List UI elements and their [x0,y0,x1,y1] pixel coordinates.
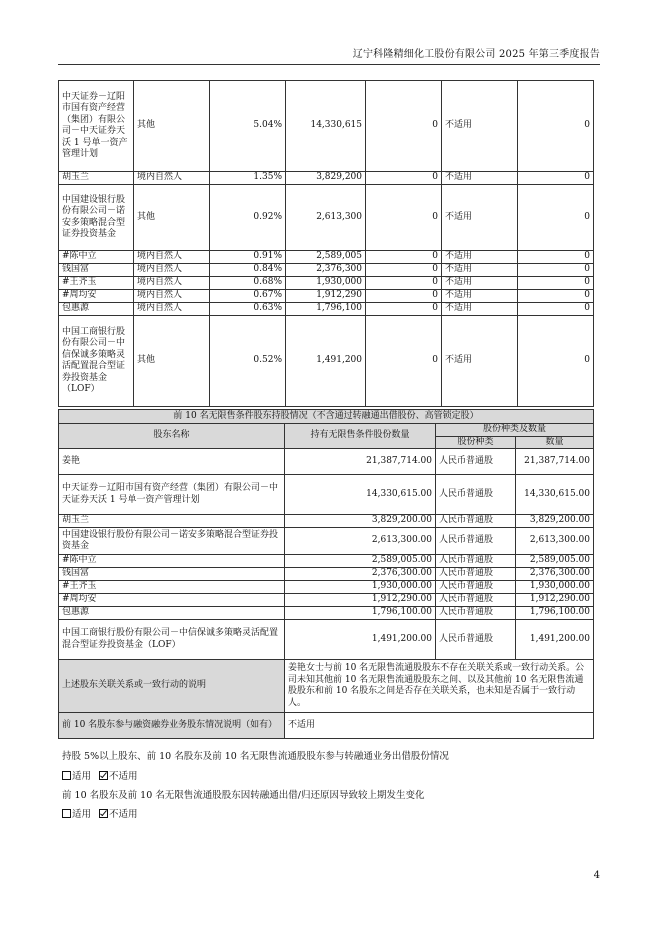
table-row [59,303,594,316]
restricted-shares: 0 [366,303,442,316]
holding-pct: 1.35% [210,172,286,185]
shareholder-type: 其他 [134,81,210,172]
table-row [59,475,594,515]
share-kind: 人民币普通股 [436,515,516,528]
option-applicable: 适用 [72,809,92,820]
shareholder-type: 境内自然人 [134,264,210,277]
checked-box-icon[interactable] [99,771,108,780]
shareholder-name: 中天证券－辽阳市国有资产经营（集团）有限公司－中天证券天沃 1 号单一资产管理计划 [59,81,134,172]
shareholder-name: #王齐玉 [59,277,134,290]
change-title: 前 10 名股东及前 10 名无限售流通股股东因转融通出借/归还原因导致较上期发生变化 [62,790,425,801]
table-row [59,172,594,185]
share-num: 2,613,300.00 [516,528,594,555]
restricted-shares: 0 [366,277,442,290]
shareholder-name: 包惠源 [59,303,134,316]
restricted-shares: 0 [366,290,442,303]
table-row [59,449,594,475]
share-num: 14,330,615.00 [516,475,594,515]
shareholder-type: 境内自然人 [134,303,210,316]
table-row [59,594,594,607]
section-title: 前 10 名无限售条件股东持股情况（不含通过转融通出借股份、高管锁定股） [59,410,594,424]
option-not-applicable: 不适用 [109,809,138,820]
holding-shares: 2,376,300 [286,264,366,277]
share-num: 1,796,100.00 [516,607,594,620]
holding-shares: 3,829,200 [286,172,366,185]
unchecked-box-icon[interactable] [62,771,71,780]
restricted-shares: 0 [366,251,442,264]
header-rule [58,64,600,65]
pledge-status: 不适用 [442,185,518,251]
shareholder-name: 中国工商银行股份有限公司－中信保诚多策略灵活配置混合型证券投资基金（LOF） [59,316,134,407]
holding-pct: 0.68% [210,277,286,290]
share-num: 3,829,200.00 [516,515,594,528]
relation-label: 上述股东关联关系或一致行动的说明 [59,660,285,713]
holding-pct: 0.63% [210,303,286,316]
holding-pct: 0.92% [210,185,286,251]
share-num: 21,387,714.00 [516,449,594,475]
pledge-status: 不适用 [442,251,518,264]
unrestricted-qty: 1,796,100.00 [285,607,436,620]
restricted-shares: 0 [366,172,442,185]
shareholder-name: 胡玉兰 [59,515,285,528]
shareholder-type: 境内自然人 [134,277,210,290]
unrestricted-shareholders-table [58,409,594,739]
pledge-qty: 0 [518,316,594,407]
shareholder-name: #王齐玉 [59,581,285,594]
share-kind: 人民币普通股 [436,528,516,555]
share-kind: 人民币普通股 [436,607,516,620]
holding-shares: 1,930,000 [286,277,366,290]
holding-pct: 0.84% [210,264,286,277]
unrestricted-qty: 14,330,615.00 [285,475,436,515]
table-row [59,555,594,568]
pledge-status: 不适用 [442,172,518,185]
holding-shares: 14,330,615 [286,81,366,172]
margin-text: 不适用 [285,713,594,739]
lending-options [62,768,138,782]
holding-shares: 2,589,005 [286,251,366,264]
table-row [59,620,594,660]
restricted-shares: 0 [366,185,442,251]
lending-title: 持股 5%以上股东、前 10 名股东及前 10 名无限售流通股股东参与转融通业务出借股份情况 [62,751,449,762]
holding-pct: 0.52% [210,316,286,407]
restricted-shares: 0 [366,316,442,407]
pledge-qty: 0 [518,277,594,290]
table-row [59,277,594,290]
holding-pct: 0.67% [210,290,286,303]
share-kind: 人民币普通股 [436,568,516,581]
share-num: 2,589,005.00 [516,555,594,568]
col-header-kind: 股份种类 [436,436,516,449]
restricted-shares: 0 [366,81,442,172]
checked-box-icon[interactable] [99,809,108,818]
shareholder-name: 钱国富 [59,568,285,581]
unrestricted-qty: 2,376,300.00 [285,568,436,581]
pledge-status: 不适用 [442,316,518,407]
col-header-name: 股东名称 [59,424,285,449]
holding-pct: 5.04% [210,81,286,172]
shareholder-name: #陈中立 [59,251,134,264]
restricted-shares: 0 [366,264,442,277]
table-row [59,264,594,277]
pledge-status: 不适用 [442,264,518,277]
table-row [59,528,594,555]
shareholder-name: 中国建设银行股份有限公司－诺安多策略混合型证券投资基金 [59,528,285,555]
holding-shares: 1,796,100 [286,303,366,316]
share-kind: 人民币普通股 [436,594,516,607]
holding-shares: 2,613,300 [286,185,366,251]
share-num: 1,912,290.00 [516,594,594,607]
table-row [59,316,594,407]
shareholder-type: 其他 [134,316,210,407]
change-options [62,806,138,820]
margin-row [59,713,594,739]
pledge-qty: 0 [518,264,594,277]
table-row [59,581,594,594]
col-header-kind-group: 股份种类及数量 [436,424,594,437]
unrestricted-qty: 1,930,000.00 [285,581,436,594]
shareholder-name: 中国建设银行股份有限公司－诺安多策略混合型证券投资基金 [59,185,134,251]
table-row [59,185,594,251]
shareholder-name: #周均安 [59,290,134,303]
table-row [59,81,594,172]
pledge-qty: 0 [518,251,594,264]
holding-pct: 0.91% [210,251,286,264]
pledge-qty: 0 [518,290,594,303]
col-header-num: 数量 [516,436,594,449]
pledge-status: 不适用 [442,277,518,290]
report-header-title: 辽宁科隆精细化工股份有限公司 2025 年第三季度报告 [352,49,600,60]
pledge-qty: 0 [518,303,594,316]
shareholder-type: 境内自然人 [134,251,210,264]
table-row [59,568,594,581]
top10-shareholders-table-continued [58,80,594,407]
relation-row [59,660,594,713]
shareholder-name: 中国工商银行股份有限公司－中信保诚多策略灵活配置混合型证券投资基金（LOF） [59,620,285,660]
share-kind: 人民币普通股 [436,620,516,660]
shareholder-name: 中天证券－辽阳市国有资产经营（集团）有限公司－中天证券天沃 1 号单一资产管理计划 [59,475,285,515]
unrestricted-qty: 21,387,714.00 [285,449,436,475]
pledge-qty: 0 [518,172,594,185]
relation-text: 姜艳女士与前 10 名无限售流通股股东不存在关联关系或一致行动关系。公司未知其他前 10 名无限售流通股股东之间、以及其他前 10 名无限售流通股股东和前 10 名股东之间是否存在关联关系，也未知是否属于一致行动人。 [285,660,594,713]
shareholder-type: 境内自然人 [134,290,210,303]
share-num: 1,930,000.00 [516,581,594,594]
shareholder-type: 境内自然人 [134,172,210,185]
shareholder-name: #周均安 [59,594,285,607]
unchecked-box-icon[interactable] [62,809,71,818]
pledge-qty: 0 [518,81,594,172]
share-num: 2,376,300.00 [516,568,594,581]
shareholder-name: 姜艳 [59,449,285,475]
pledge-status: 不适用 [442,303,518,316]
unrestricted-qty: 2,613,300.00 [285,528,436,555]
share-kind: 人民币普通股 [436,581,516,594]
pledge-status: 不适用 [442,290,518,303]
share-kind: 人民币普通股 [436,555,516,568]
shareholder-name: #陈中立 [59,555,285,568]
col-header-qty: 持有无限售条件股份数量 [285,424,436,449]
margin-label: 前 10 名股东参与融资融券业务股东情况说明（如有） [59,713,285,739]
page-number: 4 [593,870,600,881]
shareholder-name: 包惠源 [59,607,285,620]
table-row [59,607,594,620]
shareholder-type: 其他 [134,185,210,251]
holding-shares: 1,491,200 [286,316,366,407]
option-applicable: 适用 [72,771,92,782]
table-row [59,251,594,264]
unrestricted-qty: 1,491,200.00 [285,620,436,660]
shareholder-name: 钱国富 [59,264,134,277]
unrestricted-qty: 2,589,005.00 [285,555,436,568]
share-kind: 人民币普通股 [436,475,516,515]
pledge-qty: 0 [518,185,594,251]
table-row [59,290,594,303]
unrestricted-qty: 1,912,290.00 [285,594,436,607]
pledge-status: 不适用 [442,81,518,172]
unrestricted-qty: 3,829,200.00 [285,515,436,528]
table-row [59,515,594,528]
shareholder-name: 胡玉兰 [59,172,134,185]
share-num: 1,491,200.00 [516,620,594,660]
option-not-applicable: 不适用 [109,771,138,782]
holding-shares: 1,912,290 [286,290,366,303]
share-kind: 人民币普通股 [436,449,516,475]
